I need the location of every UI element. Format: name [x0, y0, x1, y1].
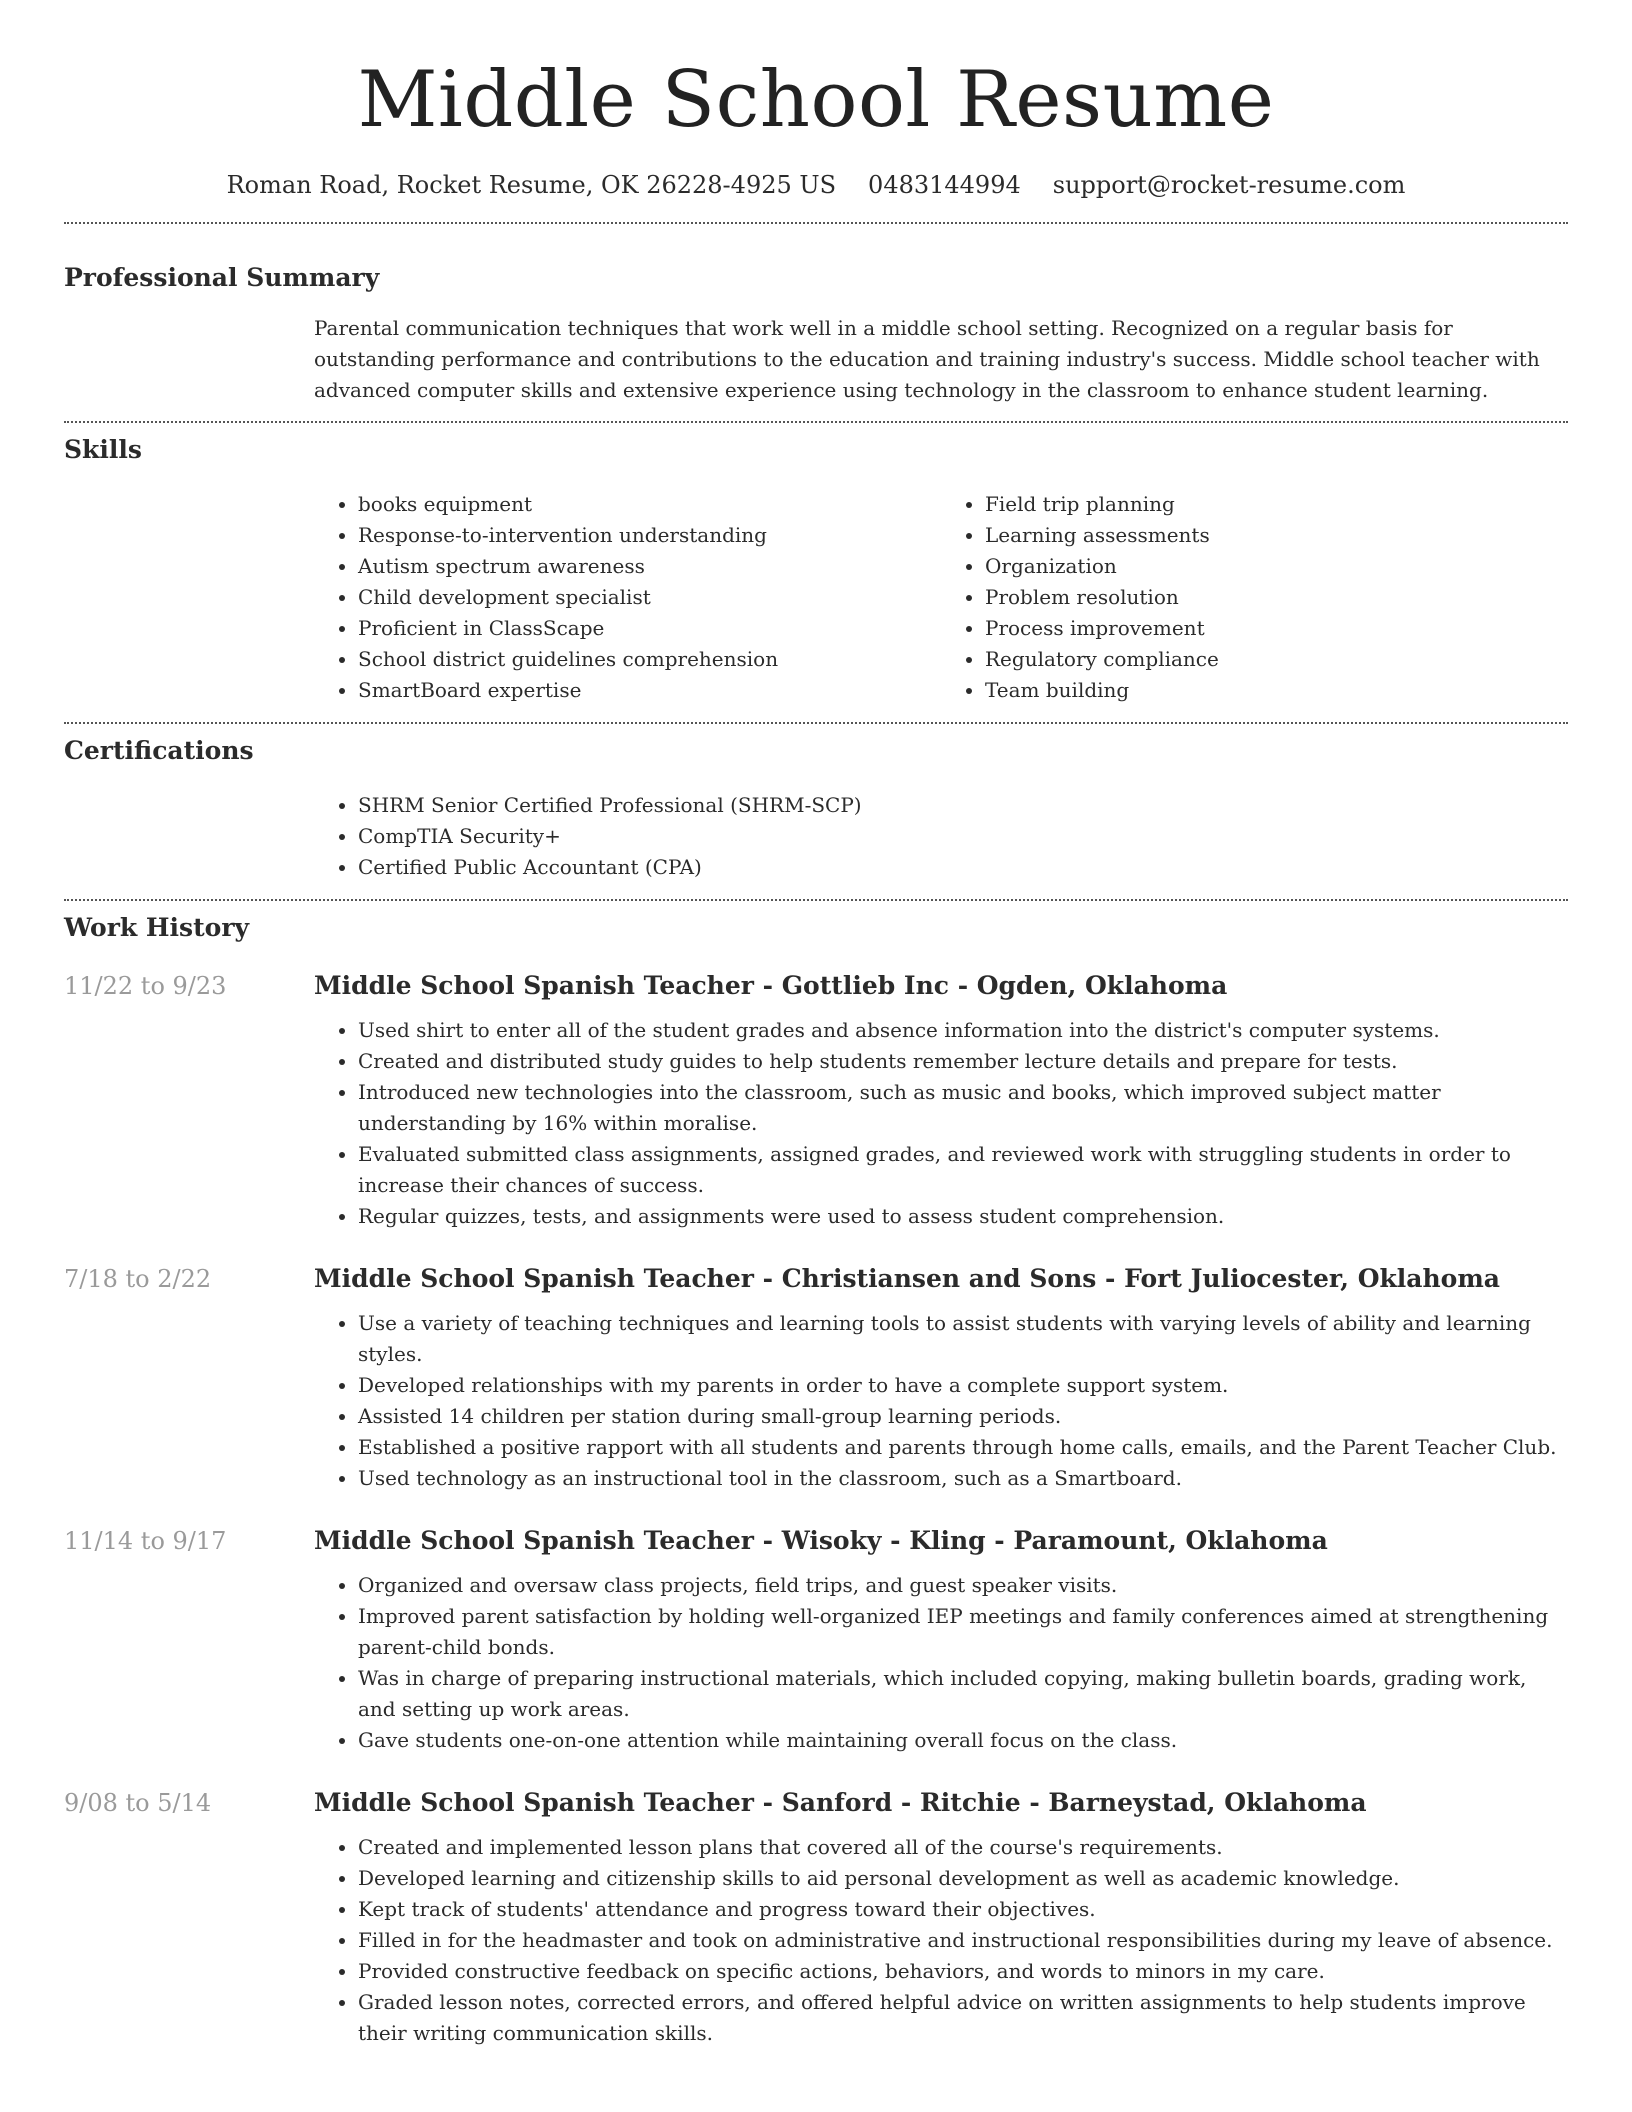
job-entry	[64, 1262, 1568, 1494]
section-divider	[64, 722, 1568, 724]
certifications-heading: Certifications	[64, 736, 254, 765]
job-bullet: • Developed relationships with my parents in order to have a complete support system.	[358, 1370, 1568, 1401]
job-bullet: • Improved parent satisfaction by holding well-organized IEP meetings and family conferences aimed at strengthening parent-child bonds.	[358, 1601, 1568, 1663]
skill-item: • Problem resolution	[985, 582, 1568, 613]
resume-header	[0, 0, 1632, 200]
job-body	[314, 1262, 1568, 1494]
job-dates: 7/18 to 2/22	[64, 1265, 212, 1293]
skill-item: • Regulatory compliance	[985, 644, 1568, 675]
job-bullets	[314, 1308, 1568, 1494]
certifications-content	[314, 790, 1568, 883]
summary-heading: Professional Summary	[64, 263, 380, 292]
skills-list-left	[314, 489, 941, 706]
section-divider	[64, 899, 1568, 901]
job-bullet: • Assisted 14 children per station during small-group learning periods.	[358, 1401, 1568, 1432]
skill-item: • books equipment	[358, 489, 941, 520]
job-entry	[64, 1524, 1568, 1756]
skill-item: • Organization	[985, 551, 1568, 582]
certification-item: • CompTIA Security+	[358, 821, 1568, 852]
skill-item: • Autism spectrum awareness	[358, 551, 941, 582]
job-bullet: • Organized and oversaw class projects, field trips, and guest speaker visits.	[358, 1570, 1568, 1601]
skills-heading: Skills	[64, 435, 142, 464]
job-dates: 11/22 to 9/23	[64, 972, 227, 1000]
summary-content	[314, 313, 1568, 406]
job-title: Middle School Spanish Teacher - Sanford - Ritchie - Barneystad, Oklahoma	[314, 1788, 1367, 1817]
skills-list-right	[941, 489, 1568, 706]
certification-item: • SHRM Senior Certified Professional (SHRM-SCP)	[358, 790, 1568, 821]
skill-item: • Response-to-intervention understanding	[358, 520, 941, 551]
job-bullet: • Graded lesson notes, corrected errors, and offered helpful advice on written assignments to help students improve their writing communication skills.	[358, 1987, 1568, 2049]
job-title: Middle School Spanish Teacher - Wisoky - Kling - Paramount, Oklahoma	[314, 1526, 1328, 1555]
job-bullet: • Evaluated submitted class assignments, assigned grades, and reviewed work with struggling students in order to increase their chances of success.	[358, 1139, 1568, 1201]
job-bullet: • Regular quizzes, tests, and assignments were used to assess student comprehension.	[358, 1201, 1568, 1232]
job-bullet: • Created and implemented lesson plans that covered all of the course's requirements.	[358, 1832, 1568, 1863]
job-body	[314, 1524, 1568, 1756]
job-bullet: • Kept track of students' attendance and progress toward their objectives.	[358, 1894, 1568, 1925]
job-dates: 9/08 to 5/14	[64, 1789, 212, 1817]
job-bullets	[314, 1015, 1568, 1232]
job-body	[314, 969, 1568, 1232]
job-entry	[64, 969, 1568, 1232]
job-body	[314, 1786, 1568, 2049]
skill-item: • SmartBoard expertise	[358, 675, 941, 706]
section-divider	[64, 421, 1568, 423]
job-bullet: • Introduced new technologies into the classroom, such as music and books, which improved subject matter understanding by 16% within moralise.	[358, 1077, 1568, 1139]
skill-item: • Team building	[985, 675, 1568, 706]
job-bullet: • Gave students one-on-one attention while maintaining overall focus on the class.	[358, 1725, 1568, 1756]
job-dates: 11/14 to 9/17	[64, 1527, 227, 1555]
summary-section	[64, 262, 1568, 406]
job-bullet: • Created and distributed study guides to help students remember lecture details and prepare for tests.	[358, 1046, 1568, 1077]
certification-item: • Certified Public Accountant (CPA)	[358, 852, 1568, 883]
job-bullet: • Used technology as an instructional tool in the classroom, such as a Smartboard.	[358, 1463, 1568, 1494]
job-entry	[64, 1786, 1568, 2049]
summary-text: Parental communication techniques that work well in a middle school setting. Recognized on a regular basis for outstanding performance and contributions to the education and training industry's success. Middle school teacher with advanced computer skills and extensive experience using technology in the classroom to enhance student learning.	[314, 316, 1540, 402]
contact-address: Roman Road, Rocket Resume, OK 26228-4925 US	[226, 171, 837, 199]
skill-item: • School district guidelines comprehension	[358, 644, 941, 675]
skill-item: • Field trip planning	[985, 489, 1568, 520]
contact-line	[0, 170, 1632, 200]
skill-item: • Process improvement	[985, 613, 1568, 644]
job-bullet: • Use a variety of teaching techniques and learning tools to assist students with varying levels of ability and learning styles.	[358, 1308, 1568, 1370]
job-title: Middle School Spanish Teacher - Gottlieb Inc - Ogden, Oklahoma	[314, 971, 1228, 1000]
certifications-section	[64, 735, 1568, 883]
job-bullets	[314, 1832, 1568, 2049]
resume-name: Middle School Resume	[357, 55, 1275, 145]
contact-phone: 0483144994	[868, 171, 1021, 199]
job-bullet: • Established a positive rapport with all students and parents through home calls, emails, and the Parent Teacher Club.	[358, 1432, 1568, 1463]
section-divider	[64, 222, 1568, 224]
skill-item: • Learning assessments	[985, 520, 1568, 551]
job-bullets	[314, 1570, 1568, 1756]
job-title: Middle School Spanish Teacher - Christiansen and Sons - Fort Juliocester, Oklahoma	[314, 1264, 1500, 1293]
contact-email: support@rocket-resume.com	[1052, 171, 1406, 199]
skill-item: • Proficient in ClassScape	[358, 613, 941, 644]
skills-content	[314, 489, 1568, 706]
job-bullet: • Developed learning and citizenship skills to aid personal development as well as academic knowledge.	[358, 1863, 1568, 1894]
skills-grid	[314, 489, 1568, 706]
skills-section	[64, 434, 1568, 706]
work-history-heading: Work History	[64, 913, 250, 942]
job-bullet: • Used shirt to enter all of the student grades and absence information into the district's computer systems.	[358, 1015, 1568, 1046]
job-bullet: • Provided constructive feedback on specific actions, behaviors, and words to minors in my care.	[358, 1956, 1568, 1987]
skill-item: • Child development specialist	[358, 582, 941, 613]
certifications-list	[314, 790, 1568, 883]
job-bullet: • Was in charge of preparing instructional materials, which included copying, making bulletin boards, grading work, and setting up work areas.	[358, 1663, 1568, 1725]
job-bullet: • Filled in for the headmaster and took on administrative and instructional responsibilities during my leave of absence.	[358, 1925, 1568, 1956]
work-history-section	[64, 912, 1568, 2049]
